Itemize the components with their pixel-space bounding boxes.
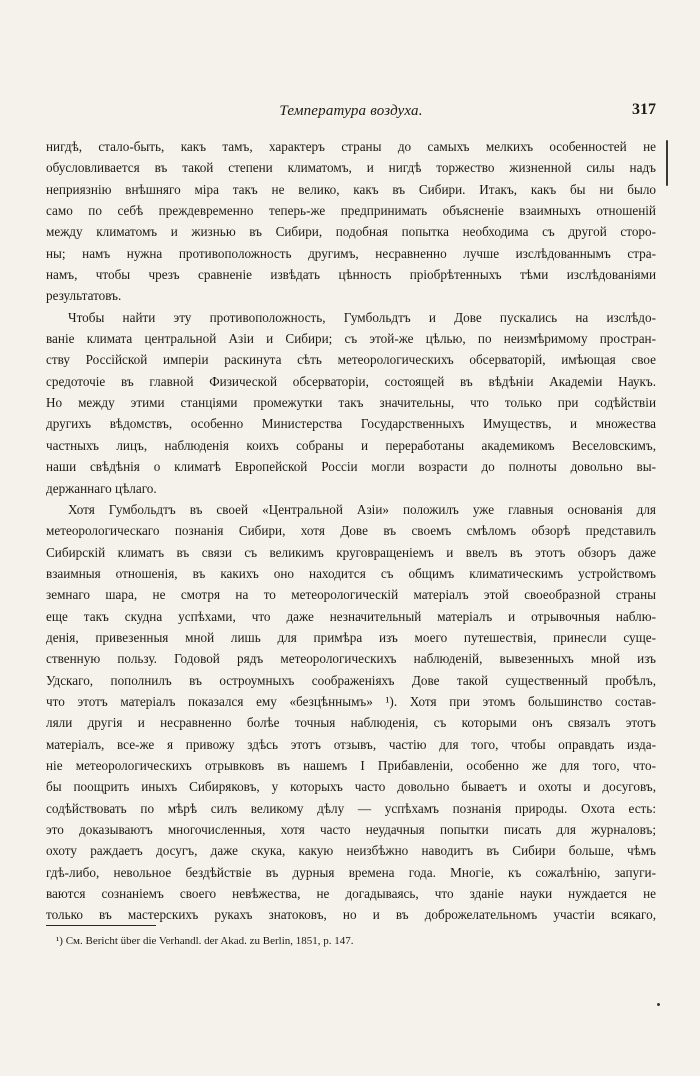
footnote-text: См. Bericht über die Verhandl. der Akad. zu Berlin, 1851, p. 147. [65,935,354,947]
text-line: метеорологическаго познанія Сибири, хотя Дове въ своемъ смѣломъ обзорѣ представилъ [46,523,656,539]
margin-mark [666,140,668,186]
text-line: намъ, чтобы чрезъ сравненіе извѣдать цѣнность пріобрѣтенныхъ тѣми изслѣдованіями [46,267,656,283]
text-line: неприязнію внѣшняго міра такъ не велико, какъ въ Сибири. Итакъ, какъ бы ни было [46,181,656,197]
text-line: другихъ вѣдомствъ, особенно Министерства Государственныхъ Имуществъ, и множества [46,416,656,432]
text-line: держаннаго цѣлаго. [46,480,157,496]
text-line: матеріалъ, все-же я привожу здѣсь этотъ отзывъ, частію для того, чтобы оправдать изда- [46,736,656,752]
text-line: результатовъ. [46,288,122,304]
body-text [46,136,656,926]
text-line: содѣйствовать по мѣрѣ силъ великому дѣлу — успѣхамъ познанія природы. Охота есть: [46,800,656,816]
footnote-divider [46,925,156,926]
text-line: денія, привезенныя мной лишь для примѣра изъ моего путешествія, принесли суще- [46,629,656,645]
text-line: земнаго шара, не смотря на то метеорологическій матеріалъ этой своеобразной страны [46,587,656,603]
text-line: ству Россійской имперіи раскинута сѣть метеорологическихъ обсерваторій, имѣющая свое [46,352,656,368]
page-number: 317 [632,101,656,118]
text-line: Хотя Гумбольдтъ въ своей «Центральной Азіи» положилъ уже главныя основанія для [68,501,656,517]
text-line: еще такъ скудна успѣхами, что даже незначительный матеріалъ и отрывочныя наблю- [46,608,656,624]
text-line: охоту раждаетъ досугъ, даже скука, какую неизбѣжно наводитъ въ Сибири больше, чѣмъ [46,843,656,859]
text-line: ляли другія и несравненно болѣе точныя наблюденія, съ которыми онъ связалъ этотъ [46,715,656,731]
text-line: что этотъ матеріалъ показался ему «безцѣннымъ» ¹). Хотя при этомъ большинство состав- [46,693,656,709]
text-line: гдѣ-либо, невольное бездѣйствіе въ дурныя времена года. Многіе, къ сожалѣнію, запуги- [46,864,656,880]
page-header [46,101,656,125]
running-title: Температура воздуха. [279,103,423,119]
footnote [56,935,656,947]
text-line: Чтобы найти эту противоположность, Гумбольдтъ и Дове пускались на изслѣдо- [68,309,656,325]
text-line: только въ мастерскихъ рукахъ знатоковъ, но и въ доброжелательномъ участіи всякаго, [46,907,656,923]
text-line: наши свѣдѣнія о климатѣ Европейской Россіи могли возрасти до полноты довольно вы- [46,459,656,475]
text-line: ственную пользу. Годовой рядъ метеорологическихъ наблюденій, вывезенныхъ мной изъ [46,651,656,667]
ink-mark [657,1003,660,1006]
text-line: ны; намъ нужна противоположность другимъ, несравненно лучше изслѣдованнымъ стра- [46,245,656,261]
text-line: это доказываютъ многочисленныя, хотя часто неудачныя попытки писать для журналовъ; [46,822,656,837]
text-line: ваются сознаніемъ своего невѣжества, не догадываясь, что зданіе науки нуждается не [46,886,656,902]
text-line: средоточіе въ главной Физической обсерваторіи, состоящей въ вѣдѣніи Академіи Наукъ. [46,373,656,389]
text-line: обусловливается въ такой степени климатомъ, и нигдѣ торжество жизненной силы надъ [46,160,656,176]
text-line: частныхъ лицъ, наблюденія коихъ собраны и переработаны академикомъ Веселовскимъ, [46,437,656,453]
text-line: ніе метеорологическихъ отрывковъ въ нашемъ I Прибавленіи, особенно же для того, что- [46,757,656,773]
text-line: Удскаго, пополнилъ въ остроумныхъ соображеніяхъ Дове такой существенный пробѣлъ, [46,672,656,688]
text-line: бы поощрить иныхъ Сибиряковъ, у которыхъ часто довольно бываетъ и охоты и досуговъ, [46,779,656,795]
text-line: Сибирскій климатъ въ связи съ великимъ круговращеніемъ и ввелъ въ этотъ обзоръ даже [46,544,656,560]
text-line: Но между этими станціями промежутки такъ значительны, что только при содѣйствіи [46,395,656,411]
text-line: между климатомъ и жизнью въ Сибири, подобная попытка необходима съ другой сторо- [46,224,656,240]
text-line: взаимныя отношенія, въ какихъ оно находится съ общимъ климатическимъ устройствомъ [46,565,656,581]
text-line: нигдѣ, стало-быть, какъ тамъ, характеръ страны до самыхъ мелкихъ особенностей не [46,139,656,154]
text-line: само по себѣ преждевременно теперь-же предпринимать объясненіе взаимныхъ отношеній [46,203,656,219]
text-line: ваніе климата центральной Азіи и Сибири; съ этой-же цѣлью, по неизмѣримому простран- [46,331,656,347]
footnote-marker: ¹) [56,935,63,947]
